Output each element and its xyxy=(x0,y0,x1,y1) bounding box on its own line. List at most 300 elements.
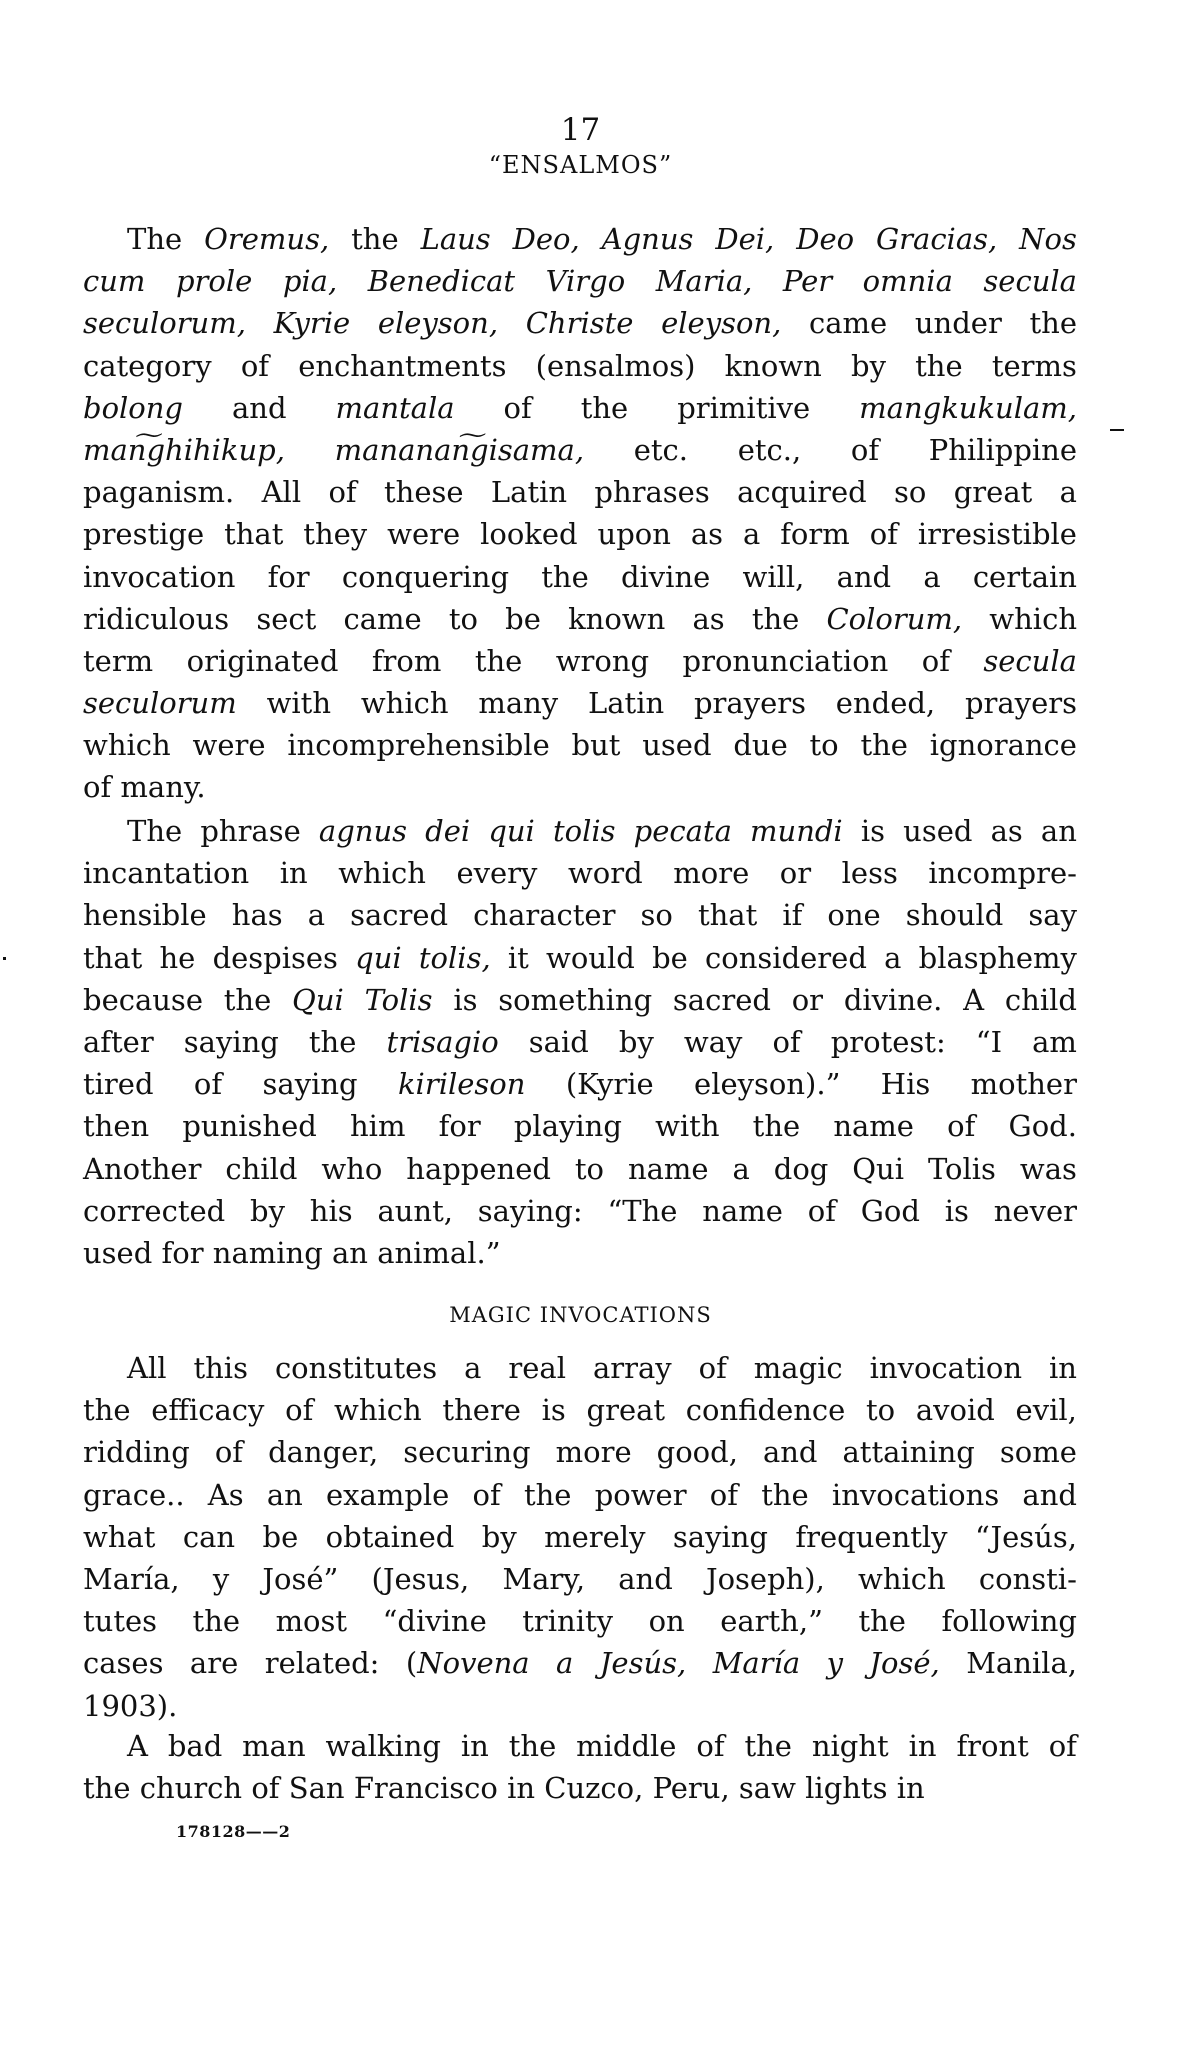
word: array xyxy=(592,1351,672,1385)
word: walking xyxy=(325,1729,441,1763)
word: sacred xyxy=(350,898,449,933)
word: by xyxy=(618,1024,654,1059)
word: incantation xyxy=(83,856,250,891)
word: Cuzco, xyxy=(544,1771,644,1806)
word: be xyxy=(262,1519,299,1554)
text-line xyxy=(83,345,1077,387)
word: the xyxy=(915,348,963,383)
word: the xyxy=(351,222,399,256)
word: Kyrie xyxy=(273,306,351,341)
word: prestige xyxy=(83,517,205,552)
word: the xyxy=(580,390,629,425)
word: who xyxy=(321,1151,383,1186)
footer-signature: 178128——2 xyxy=(176,1822,291,1841)
word: he xyxy=(159,940,196,975)
word: “The xyxy=(607,1193,678,1228)
word: certain xyxy=(972,559,1077,594)
word: of xyxy=(193,1067,223,1102)
word: came xyxy=(809,306,888,341)
word: good, xyxy=(656,1435,738,1470)
text-line xyxy=(83,1021,1077,1063)
word: wrong xyxy=(555,643,650,678)
word: (Jesus, xyxy=(371,1561,470,1596)
word: real xyxy=(508,1351,566,1385)
word: which xyxy=(334,1393,422,1428)
word: grace.. xyxy=(83,1477,185,1512)
word: for xyxy=(161,1235,204,1270)
text-line xyxy=(83,513,1077,555)
word: something xyxy=(498,982,653,1017)
word: ignorance xyxy=(929,728,1077,763)
word: as xyxy=(692,601,725,636)
word: a xyxy=(556,1646,574,1681)
word: Christe xyxy=(525,306,634,341)
word: lights xyxy=(805,1771,888,1806)
word: to xyxy=(809,728,839,763)
word: more xyxy=(555,1435,632,1470)
word: example xyxy=(326,1477,450,1512)
word: eleyson, xyxy=(377,306,499,341)
word: name xyxy=(833,1109,914,1144)
word: All xyxy=(261,475,302,510)
word: of xyxy=(503,390,532,425)
word: and xyxy=(1022,1477,1077,1512)
word: in xyxy=(507,1771,536,1806)
word: Philippine xyxy=(928,432,1077,467)
word: María, xyxy=(83,1561,180,1596)
word: or xyxy=(779,856,812,891)
text-line xyxy=(83,1725,1077,1767)
word: A xyxy=(127,1729,148,1763)
text-line xyxy=(83,937,1077,979)
word: pecata xyxy=(633,814,732,848)
word: A xyxy=(963,982,985,1017)
word: of xyxy=(472,1477,501,1512)
word: punished xyxy=(182,1109,317,1144)
word: an xyxy=(266,1477,303,1512)
word: the xyxy=(308,1024,357,1059)
word: to xyxy=(866,1393,896,1428)
word: for xyxy=(267,559,310,594)
word: confidence xyxy=(685,1393,846,1428)
word: phrases xyxy=(594,475,710,510)
word: of xyxy=(850,432,880,467)
word: the xyxy=(541,559,589,594)
word: under xyxy=(914,306,1002,341)
word: of xyxy=(328,475,357,510)
text-line xyxy=(83,1347,1077,1389)
word: man xyxy=(242,1729,306,1763)
word: frequently xyxy=(795,1519,948,1554)
word: used xyxy=(642,728,712,763)
word: many. xyxy=(120,770,206,805)
word: “I xyxy=(975,1024,1003,1059)
word: Deo, xyxy=(512,222,580,256)
word: saying: xyxy=(477,1193,583,1228)
word: considered xyxy=(705,940,867,975)
word: bolong xyxy=(83,390,183,425)
word: came xyxy=(343,601,422,636)
word: As xyxy=(207,1477,244,1512)
word: some xyxy=(999,1435,1077,1470)
word: by xyxy=(250,1193,285,1228)
word: pronunciation xyxy=(682,643,889,678)
word: of xyxy=(947,1109,976,1144)
word: power xyxy=(594,1477,687,1512)
stray-dash-mark xyxy=(1110,429,1124,431)
text-line xyxy=(83,1642,1077,1684)
word: irresistible xyxy=(917,517,1077,552)
word: originated xyxy=(186,643,339,678)
word: of xyxy=(698,1351,727,1385)
word: secula xyxy=(983,643,1077,678)
word: conquering xyxy=(341,559,510,594)
word: related: xyxy=(264,1646,380,1681)
word: enchantments xyxy=(298,348,507,383)
word: despises xyxy=(212,940,338,975)
word: Colorum, xyxy=(826,601,963,636)
text-line xyxy=(83,1232,1077,1274)
word: danger, xyxy=(268,1435,379,1470)
text-line xyxy=(83,1063,1077,1105)
word: phrase xyxy=(200,814,301,848)
word: to xyxy=(448,601,478,636)
word: y xyxy=(826,1646,843,1681)
stray-dot-mark xyxy=(3,957,6,960)
word: is xyxy=(541,1393,566,1428)
word: invocation xyxy=(869,1351,1023,1385)
word: Joseph), xyxy=(705,1561,825,1596)
word: the xyxy=(1029,306,1077,341)
word: agnus xyxy=(318,814,408,848)
word: sacred xyxy=(672,982,771,1017)
word: of xyxy=(869,517,898,552)
word: a xyxy=(464,1351,482,1385)
word: be xyxy=(652,940,688,975)
word: trisagio xyxy=(386,1024,499,1059)
word: seculorum, xyxy=(83,306,246,341)
word: of xyxy=(921,643,950,678)
word: what xyxy=(83,1519,156,1554)
paragraph xyxy=(83,1725,1077,1809)
word: prayers xyxy=(964,686,1077,721)
word: should xyxy=(905,898,1004,933)
text-line xyxy=(83,598,1077,640)
text-line xyxy=(83,1767,1077,1809)
word: Benedicat xyxy=(367,264,516,299)
word: Dei, xyxy=(715,222,775,256)
word: eleyson).” xyxy=(694,1067,841,1102)
word: José” xyxy=(262,1561,339,1596)
word: cum xyxy=(83,264,146,299)
word: term xyxy=(83,643,154,678)
word: Tolis xyxy=(927,1151,996,1186)
word: Latin xyxy=(588,686,665,721)
word: 1903). xyxy=(83,1688,178,1723)
word: seculorum xyxy=(83,686,237,721)
word: a xyxy=(884,940,902,975)
word: of xyxy=(83,770,112,805)
text-line xyxy=(83,1105,1077,1147)
word: (Novena xyxy=(405,1646,530,1681)
word: which xyxy=(989,601,1077,636)
word: man͠ghihikup, xyxy=(83,432,285,467)
word: Maria, xyxy=(655,264,753,299)
word: a xyxy=(732,1151,750,1186)
text-line xyxy=(83,1516,1077,1558)
word: Agnus xyxy=(601,222,694,256)
word: sect xyxy=(256,601,317,636)
word: the xyxy=(523,1477,572,1512)
word: mundi xyxy=(750,814,843,848)
word: his xyxy=(309,1193,353,1228)
word: evil, xyxy=(1015,1393,1077,1428)
word: which xyxy=(858,1561,946,1596)
word: dog xyxy=(773,1151,829,1186)
word: the xyxy=(744,1729,792,1763)
word: the xyxy=(752,1109,801,1144)
word: in xyxy=(460,1729,489,1763)
word: they xyxy=(303,517,368,552)
text-line xyxy=(83,1431,1077,1473)
paragraph xyxy=(83,810,1077,1274)
text-line xyxy=(83,471,1077,513)
word: in xyxy=(1049,1351,1077,1385)
text-line xyxy=(83,302,1077,344)
word: hensible xyxy=(83,898,207,933)
word: tutes xyxy=(83,1604,158,1639)
word: magic xyxy=(753,1351,843,1385)
word: Latin xyxy=(490,475,568,510)
text-line xyxy=(83,1685,1077,1727)
text-line xyxy=(83,724,1077,766)
word: as xyxy=(690,517,724,552)
word: form xyxy=(780,517,850,552)
word: an xyxy=(332,1235,368,1270)
word: was xyxy=(1019,1151,1077,1186)
word: be xyxy=(505,601,541,636)
word: after xyxy=(83,1024,154,1059)
word: in xyxy=(896,1771,925,1806)
word: saw xyxy=(738,1771,796,1806)
word: divine. xyxy=(843,982,943,1017)
word: God. xyxy=(1008,1109,1077,1144)
word: prayers xyxy=(693,686,806,721)
word: great xyxy=(586,1393,666,1428)
word: by xyxy=(481,1519,517,1554)
word: constitutes xyxy=(274,1351,438,1385)
word: Francisco xyxy=(353,1771,498,1806)
word: blasphemy xyxy=(918,940,1077,975)
word: more xyxy=(673,856,750,891)
word: middle xyxy=(576,1729,677,1763)
word: qui xyxy=(355,940,402,975)
word: an xyxy=(1040,814,1077,848)
word: dei xyxy=(425,814,471,848)
word: which xyxy=(360,686,449,721)
word: child xyxy=(1004,982,1077,1017)
word: Gracias, xyxy=(876,222,998,256)
word: and xyxy=(836,559,892,594)
word: omnia xyxy=(862,264,953,299)
word: the xyxy=(858,1604,906,1639)
word: qui xyxy=(488,814,535,848)
section-heading-magic-invocations: MAGIC INVOCATIONS xyxy=(449,1303,712,1327)
word: kirileson xyxy=(397,1067,526,1102)
word: mantala xyxy=(335,390,455,425)
text-line xyxy=(83,260,1077,302)
text-line xyxy=(83,1600,1077,1642)
word: used xyxy=(83,1235,153,1270)
word: paganism. xyxy=(83,475,235,510)
word: of xyxy=(807,1193,836,1228)
page-number: 17 xyxy=(560,112,601,148)
word: aunt, xyxy=(377,1193,453,1228)
word: which xyxy=(338,856,426,891)
word: San xyxy=(288,1771,345,1806)
word: as xyxy=(990,814,1023,848)
word: Deo xyxy=(796,222,855,256)
word: were xyxy=(192,728,266,763)
word: is xyxy=(453,982,478,1017)
word: y xyxy=(212,1561,230,1596)
word: (ensalmos) xyxy=(535,348,696,383)
word: tired xyxy=(83,1067,154,1102)
word: child xyxy=(225,1151,298,1186)
word: known xyxy=(724,348,822,383)
word: then xyxy=(83,1109,150,1144)
text-line xyxy=(83,640,1077,682)
word: of xyxy=(285,1393,314,1428)
word: Oremus, xyxy=(204,222,330,256)
text-line xyxy=(83,429,1077,471)
word: José, xyxy=(869,1646,940,1681)
word: mananan͠gisama, xyxy=(334,432,585,467)
word: is xyxy=(944,1193,969,1228)
word: and xyxy=(762,1435,818,1470)
word: attaining xyxy=(842,1435,975,1470)
word: great xyxy=(953,475,1033,510)
word: which xyxy=(83,728,171,763)
word: tolis, xyxy=(418,940,491,975)
word: Another xyxy=(83,1151,202,1186)
word: of xyxy=(240,348,270,383)
text-line xyxy=(83,852,1077,894)
word: (Kyrie xyxy=(565,1067,654,1102)
section-heading-ensalmos: “ENSALMOS” xyxy=(488,151,673,179)
word: that xyxy=(83,940,143,975)
word: name xyxy=(627,1151,709,1186)
word: tolis xyxy=(552,814,616,848)
word: Peru, xyxy=(652,1771,730,1806)
word: that xyxy=(224,517,284,552)
word: for xyxy=(438,1109,481,1144)
word: mangkukulam, xyxy=(859,390,1077,425)
word: say xyxy=(1028,898,1077,933)
word: etc., xyxy=(737,432,802,467)
word: consti- xyxy=(978,1561,1077,1596)
word: the xyxy=(83,1771,131,1806)
word: can xyxy=(182,1519,236,1554)
word: the xyxy=(508,1729,557,1763)
word: prole xyxy=(175,264,253,299)
word: following xyxy=(941,1604,1077,1639)
word: saying xyxy=(262,1067,358,1102)
word: cases xyxy=(83,1646,164,1681)
word: were xyxy=(387,517,461,552)
word: incompre- xyxy=(928,856,1077,891)
word: The xyxy=(127,814,183,848)
word: of xyxy=(709,1477,738,1512)
word: incomprehensible xyxy=(287,728,550,763)
word: a xyxy=(923,559,941,594)
word: will, xyxy=(742,559,805,594)
text-line xyxy=(83,1190,1077,1232)
paragraph xyxy=(83,1347,1077,1727)
word: it xyxy=(507,940,529,975)
word: category xyxy=(83,348,212,383)
word: God xyxy=(860,1193,920,1228)
word: Qui xyxy=(852,1151,905,1186)
word: to xyxy=(574,1151,604,1186)
word: used xyxy=(903,814,973,848)
word: with xyxy=(266,686,331,721)
word: Per xyxy=(782,264,833,299)
word: Jesús, xyxy=(599,1646,687,1681)
word: Nos xyxy=(1019,222,1077,256)
word: due xyxy=(733,728,788,763)
word: name xyxy=(702,1193,783,1228)
word: eleyson, xyxy=(661,306,782,341)
word: All xyxy=(127,1351,167,1385)
word: word xyxy=(567,856,643,891)
word: of xyxy=(696,1729,725,1763)
word: a xyxy=(1059,475,1077,510)
word: animal.” xyxy=(377,1235,501,1270)
text-line xyxy=(83,810,1077,852)
word: the xyxy=(860,728,908,763)
word: and xyxy=(618,1561,673,1596)
word: “divine xyxy=(382,1604,487,1639)
word: Manila, xyxy=(966,1646,1077,1681)
word: him xyxy=(350,1109,406,1144)
word: by xyxy=(851,348,886,383)
word: secula xyxy=(983,264,1077,299)
word: looked xyxy=(480,517,578,552)
word: protest: xyxy=(830,1024,946,1059)
text-line xyxy=(83,766,1077,808)
word: less xyxy=(841,856,898,891)
word: character xyxy=(473,898,616,933)
word: the xyxy=(192,1604,241,1639)
word: Qui xyxy=(292,982,344,1017)
word: ridiculous xyxy=(83,601,230,636)
word: most xyxy=(275,1604,348,1639)
word: there xyxy=(442,1393,521,1428)
word: the xyxy=(83,1393,131,1428)
word: The xyxy=(127,222,183,256)
word: are xyxy=(189,1646,239,1681)
word: securing xyxy=(403,1435,531,1470)
word: efficacy xyxy=(151,1393,265,1428)
word: from xyxy=(371,643,442,678)
word: a xyxy=(742,517,761,552)
word: every xyxy=(456,856,538,891)
word: bad xyxy=(167,1729,223,1763)
word: of xyxy=(1048,1729,1077,1763)
text-line xyxy=(83,1148,1077,1190)
word: of xyxy=(214,1435,244,1470)
